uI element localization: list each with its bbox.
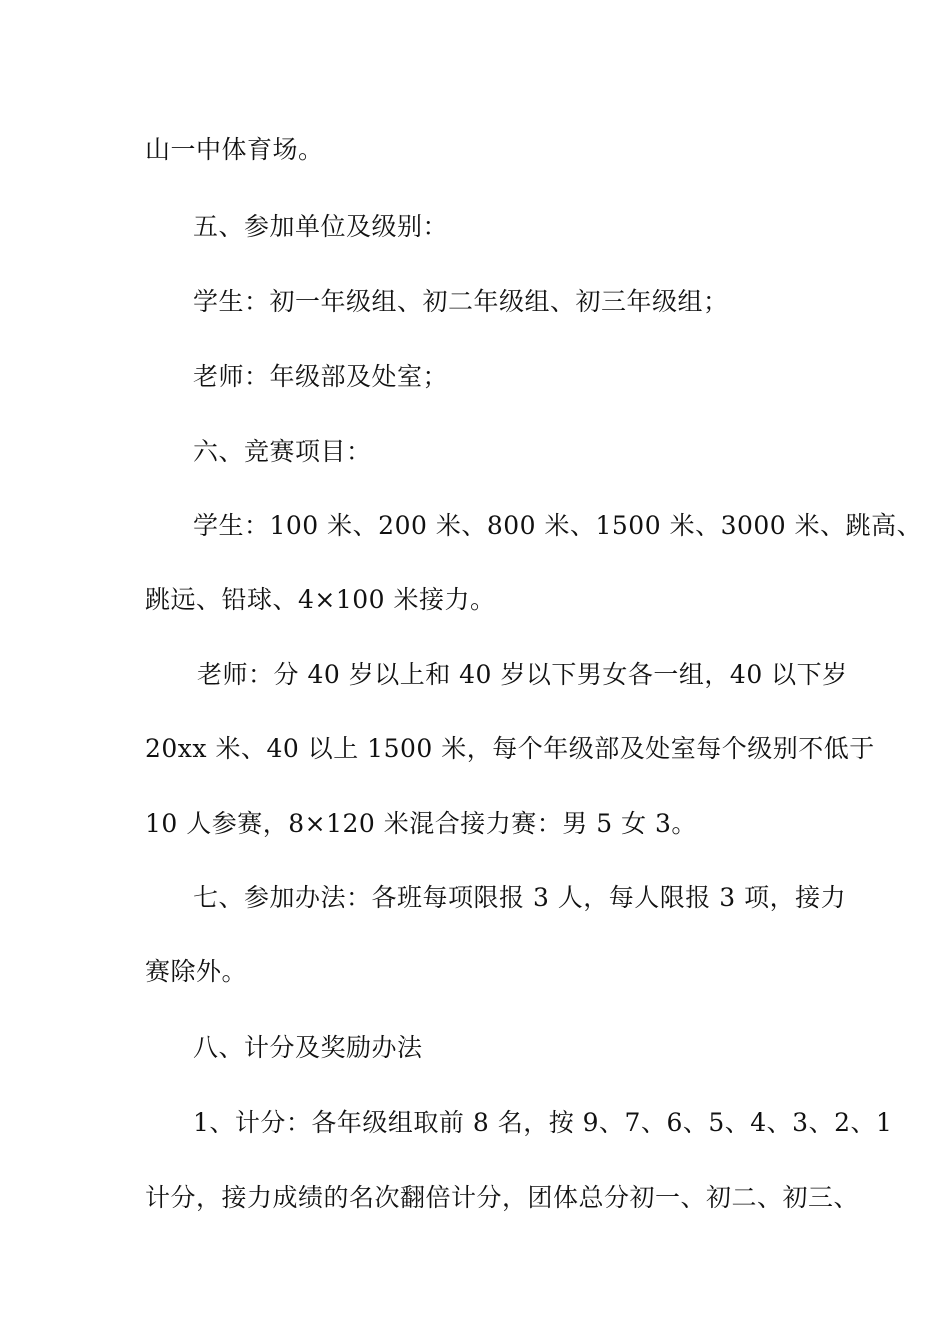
- section-heading-8: 八、计分及奖励办法: [193, 1033, 423, 1062]
- text-line-scoring: 1、计分：各年级组取前 8 名，按 9、7、6、5、4、3、2、1: [193, 1108, 893, 1137]
- text-line-teacher-events: 老师：分 40 岁以上和 40 岁以下男女各一组，40 以下岁: [197, 660, 848, 689]
- text-line-teacher-events-cont: 20xx 米、40 以上 1500 米，每个年级部及处室每个级别不低于: [145, 734, 875, 763]
- text-line-1: 山一中体育场。: [145, 135, 324, 164]
- section-heading-7: 七、参加办法：各班每项限报 3 人，每人限报 3 项，接力: [193, 883, 847, 912]
- text-line-student-events: 学生：100 米、200 米、800 米、1500 米、3000 米、跳高、: [193, 511, 923, 540]
- text-line-students-groups: 学生：初一年级组、初二年级组、初三年级组；: [193, 287, 729, 316]
- text-line-student-events-cont: 跳远、铅球、4×100 米接力。: [145, 585, 496, 614]
- section-heading-6: 六、竞赛项目：: [193, 437, 372, 466]
- text-line-relay: 10 人参赛，8×120 米混合接力赛：男 5 女 3。: [145, 809, 697, 838]
- text-line-teachers-groups: 老师：年级部及处室；: [193, 362, 449, 391]
- section-heading-5: 五、参加单位及级别：: [193, 212, 449, 241]
- text-line-exception: 赛除外。: [145, 957, 248, 986]
- text-line-scoring-cont: 计分，接力成绩的名次翻倍计分，团体总分初一、初二、初三、: [145, 1183, 860, 1212]
